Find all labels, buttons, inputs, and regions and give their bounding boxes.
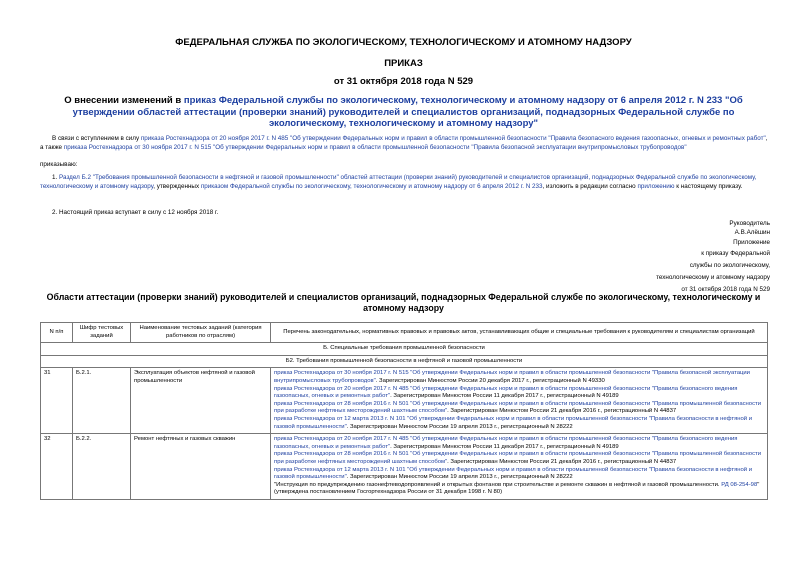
act-text: . Зарегистрирован Минюстом России 19 апреля 2013 г., регистрационный N 28222	[346, 474, 573, 481]
p1-text-b: , а также	[40, 135, 768, 151]
p1-text-a: В связи с вступлением в силу	[52, 135, 141, 142]
table-subsection-row	[41, 355, 768, 368]
row-code: Б.2.1.	[73, 368, 131, 434]
row-num: 32	[41, 434, 73, 500]
agency-title: ФЕДЕРАЛЬНАЯ СЛУЖБА ПО ЭКОЛОГИЧЕСКОМУ, ТЕХНОЛОГИЧЕСКОМУ И АТОМНОМУ НАДЗОРУ	[175, 37, 632, 48]
heading-link[interactable]: приказ Федеральной службы по экологическому, технологическому и атомному надзору от 6 апреля 2012 г. N 233 "Об утверждении областей аттестации (проверки знаний) руководителей и специалистов организаций, поднадзорных Федеральной службе по экологическому, технологическому и атомному надзору"	[72, 95, 743, 129]
p1-link-order-515[interactable]: приказа Ростехнадзора от 30 ноября 2017 г. N 515 "Об утверждении Федеральных норм и правил в области промышленной безопасности "Правила безопасной эксплуатации внутрипромысловых трубопроводов"	[63, 143, 687, 151]
act-link[interactable]: приказ Ростехнадзора от 28 ноября 2016 г. N 501 "Об утверждении Федеральных норм и правил в области промышленной безопасности "Правила промышленной безопасности при разработке нефтяных месторождений шахтным способом"	[274, 400, 762, 415]
doc-heading	[40, 95, 767, 130]
appendix-ref-line4: технологическому и атомному надзору	[656, 273, 770, 281]
attestation-table	[40, 322, 768, 500]
row-num: 31	[41, 368, 73, 434]
doc-type: ПРИКАЗ	[384, 58, 423, 69]
signature-role: Руководитель	[729, 220, 770, 227]
p3-text-c: , изложить в редакции согласно	[542, 182, 638, 190]
subsection-title: Б2. Требования промышленной безопасности в нефтяной и газовой промышленности	[41, 355, 768, 368]
act-text: " (утверждена постановлением Госгортехнадзора России от 31 декабря 1998 г. N 80)	[274, 481, 760, 496]
header-name: Наименование тестовых заданий (категория работников по отраслям)	[131, 323, 271, 343]
act-item	[274, 416, 764, 431]
row-code: Б.2.2.	[73, 434, 131, 500]
paragraph-2: приказываю:	[40, 161, 78, 168]
act-text: . Зарегистрирован Минюстом России 11 декабря 2017 г., регистрационный N 49189	[390, 393, 619, 400]
appendix-ref-line1: Приложение	[733, 238, 770, 246]
act-text: . Зарегистрирован Минюстом России 11 декабря 2017 г., регистрационный N 49189	[390, 443, 619, 450]
p3-link-section-b2[interactable]: Раздел Б.2 "Требования промышленной безопасности в нефтяной и газовой промышленности" областей аттестации (проверки знаний) руководителей и специалистов организаций, поднадзорных Федеральной службе по экологическому, технологическому и атомному надзору	[40, 174, 757, 190]
act-link[interactable]: приказ Ростехнадзора от 20 ноября 2017 г. N 485 "Об утверждении Федеральных норм и правил в области промышленной безопасности "Правила безопасного ведения газоопасных, огневых и ремонтных работ"	[274, 436, 738, 450]
section-title: Б. Специальные требования промышленной безопасности	[41, 343, 768, 356]
appendix-title: Области аттестации (проверки знаний) руководителей и специалистов организаций, поднадзорных Федеральной службе по экологическому, технологическому и атомному надзору	[46, 292, 761, 313]
paragraph-4: 2. Настоящий приказ вступает в силу с 12 ноября 2018 г.	[52, 209, 219, 216]
act-link[interactable]: приказ Ростехнадзора от 28 ноября 2016 г. N 501 "Об утверждении Федеральных норм и правил в области промышленной безопасности "Правила промышленной безопасности при разработке нефтяных месторождений шахтным способом"	[274, 451, 762, 465]
act-text: . Зарегистрирован Минюстом России 19 апреля 2013 г., регистрационный N 28222	[346, 423, 573, 430]
doc-date: от 31 октября 2018 года N 529	[333, 76, 474, 87]
p1-link-order-485[interactable]: приказа Ростехнадзора от 20 ноября 2017 г. N 485 "Об утверждении Федеральных норм и правил в области промышленной безопасности "Правила безопасного ведения газоопасных, огневых и ремонтных работ"	[140, 135, 766, 142]
p3-link-order-233[interactable]: приказом Федеральной службы по экологическому, технологическому и атомному надзору от 6 апреля 2012 г. N 233	[200, 182, 543, 190]
p3-text-d: к настоящему приказу.	[674, 182, 743, 190]
act-item	[274, 401, 764, 416]
p3-text-a: 1.	[52, 174, 60, 181]
appendix-ref-line3: службы по экологическому,	[689, 262, 770, 270]
act-link[interactable]: приказ Ростехнадзора от 20 ноября 2017 г. N 485 "Об утверждении Федеральных норм и правил в области промышленной безопасности "Правила безопасного ведения газоопасных, огневых и ремонтных работ"	[274, 385, 738, 400]
act-item	[274, 482, 764, 497]
appendix-ref-line5: от 31 октября 2018 года N 529	[681, 285, 770, 293]
p3-text-b: , утвержденных	[153, 182, 201, 190]
row-name: Эксплуатация объектов нефтяной и газовой промышленности	[131, 368, 271, 434]
paragraph-3	[40, 174, 770, 192]
table-row	[41, 368, 768, 434]
table-section-row	[41, 343, 768, 356]
act-text: . Зарегистрирован Минюстом России 21 декабря 2016 г., регистрационный N 44837	[447, 458, 677, 465]
table-row	[41, 434, 768, 500]
act-link-rd[interactable]: РД 08-254-98	[721, 481, 758, 488]
act-link[interactable]: приказ Ростехнадзора от 30 ноября 2017 г. N 515 "Об утверждении Федеральных норм и правил в области промышленной безопасности "Правила безопасной эксплуатации внутрипромысловых трубопроводов"	[274, 370, 750, 384]
row-acts	[271, 434, 768, 500]
act-text: "Инструкция по предупреждению газонефтеводопроявлений и открытых фонтанов при строительстве и ремонте скважин в нефтяной и газовой промышленности.	[274, 481, 722, 488]
act-item	[274, 451, 764, 466]
header-acts: Перечень законодательных, нормативных правовых и правовых актов, устанавливающих общие и специальные требования к руководителям и специалистам организаций	[271, 323, 768, 343]
paragraph-1	[40, 135, 770, 153]
act-link[interactable]: приказ Ростехнадзора от 12 марта 2013 г. N 101 "Об утверждении Федеральных норм и правил в области промышленной безопасности "Правила безопасности в нефтяной и газовой промышленности"	[274, 466, 753, 481]
row-acts	[271, 368, 768, 434]
header-num: N п/п	[41, 323, 73, 343]
signature-block	[550, 220, 770, 295]
table-header-row	[41, 323, 768, 343]
header-code: Шифр тестовых заданий	[73, 323, 131, 343]
appendix-ref-line2: к приказу Федеральной	[701, 250, 770, 258]
act-item	[274, 436, 764, 451]
act-link[interactable]: приказ Ростехнадзора от 12 марта 2013 г. N 101 "Об утверждении Федеральных норм и правил в области промышленной безопасности "Правила безопасности в нефтяной и газовой промышленности"	[274, 415, 753, 430]
signature-name: А.В.Алёшин	[734, 228, 770, 236]
act-text: . Зарегистрирован Минюстом России 21 декабря 2016 г., регистрационный N 44837	[447, 408, 677, 415]
heading-prefix: О внесении изменений в	[64, 95, 184, 106]
act-text: . Зарегистрирован Минюстом России 20 декабря 2017 г., регистрационный N 49330	[375, 377, 605, 384]
act-item	[274, 386, 764, 401]
row-name: Ремонт нефтяных и газовых скважин	[131, 434, 271, 500]
act-item	[274, 467, 764, 482]
act-item	[274, 370, 764, 385]
p3-link-appendix[interactable]: приложению	[637, 182, 675, 190]
